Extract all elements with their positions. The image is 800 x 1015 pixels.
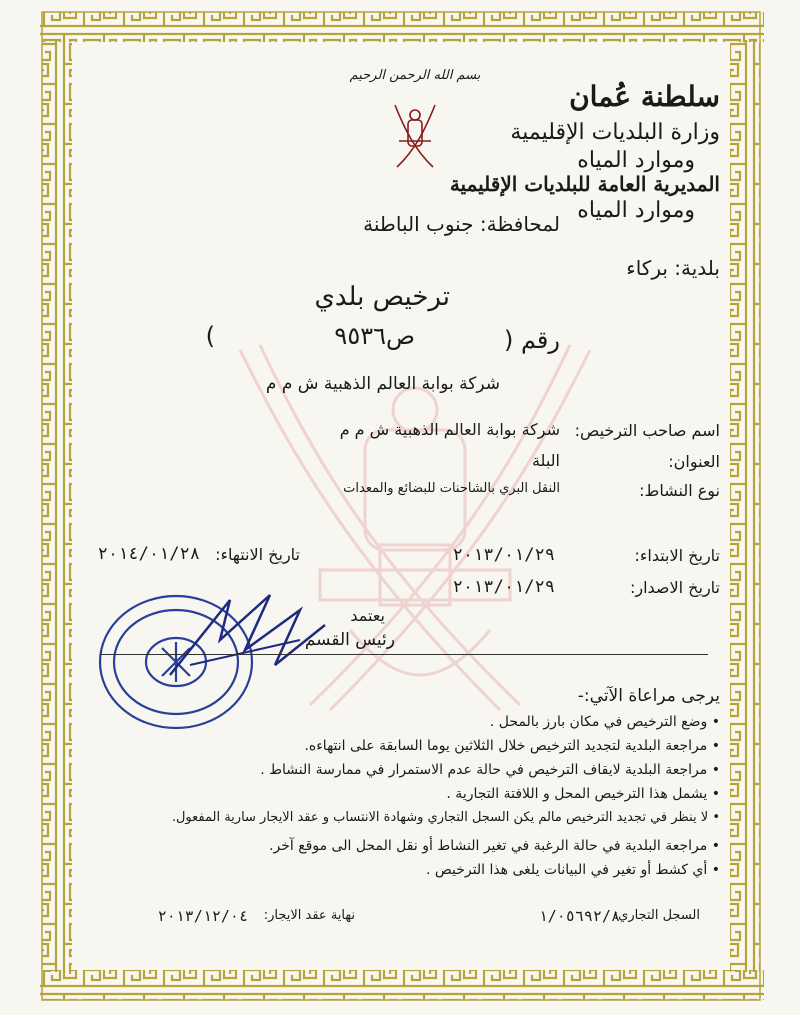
- country-title: سلطنة عُمان: [569, 80, 720, 113]
- cr-value: ١/٠٥٦٩٢/٨: [538, 907, 620, 925]
- company-name: شركة بوابة العالم الذهبية ش م م: [265, 374, 500, 394]
- ministry-line1: وزارة البلديات الإقليمية: [510, 120, 720, 145]
- note-item-7: • أي كشط أو تغير في البيانات يلغى هذا الترخيص .: [425, 862, 720, 878]
- governorate: لمحافظة: جنوب الباطنة: [363, 212, 560, 236]
- end-date-label: تاريخ الانتهاء:: [215, 545, 300, 564]
- cr-label: السجل التجاري:: [613, 908, 700, 923]
- note-item-6: • مراجعة البلدية في حالة الرغبة في تغير النشاط أو نقل المحل الى موقع آخر.: [269, 838, 720, 854]
- license-number-value: ص٩٥٣٦: [334, 322, 415, 350]
- license-number-close: ): [205, 322, 215, 350]
- holder-label: اسم صاحب الترخيص:: [574, 421, 720, 440]
- license-title: ترخيص بلدي: [314, 282, 450, 312]
- issue-date-value: ٢٠١٣/٠١/٢٩: [452, 577, 555, 597]
- note-text: مراجعة البلدية في حالة الرغبة في تغير النشاط أو نقل المحل الى موقع آخر.: [269, 838, 708, 854]
- note-text: أي كشط أو تغير في البيانات يلغى هذا الترخيص .: [425, 862, 708, 878]
- approve-label: يعتمد: [350, 606, 385, 625]
- start-date-label: تاريخ الابتداء:: [634, 546, 720, 565]
- lease-end-label: نهاية عقد الايجار:: [263, 908, 355, 923]
- lease-end-value: ٢٠١٣/١٢/٠٤: [157, 907, 248, 925]
- directorate-line2: وموارد المياه: [577, 198, 695, 223]
- directorate-line1: المديرية العامة للبلديات الإقليمية: [449, 172, 720, 196]
- issue-date-label: تاريخ الاصدار:: [629, 578, 720, 597]
- divider-line: [100, 654, 708, 655]
- end-date-value: ٢٠١٤/٠١/٢٨: [97, 544, 200, 564]
- note-item-2: • مراجعة البلدية لتجديد الترخيص خلال الثلاثين يوما السابقة على انتهاءه.: [304, 738, 720, 754]
- basmala: بسم الله الرحمن الرحيم: [349, 68, 481, 83]
- note-item-1: • وضع الترخيص في مكان بارز بالمحل .: [489, 714, 720, 730]
- note-item-3: • مراجعة البلدية لايقاف الترخيص في حالة عدم الاستمرار في ممارسة النشاط .: [260, 762, 720, 778]
- note-text: يشمل هذا الترخيص المحل و اللافتة التجارية .: [446, 786, 708, 802]
- holder-value: شركة بوابة العالم الذهبية ش م م: [339, 420, 560, 439]
- activity-value: النقل البري بالشاحنات للبضائع والمعدات: [343, 481, 560, 496]
- note-text: وضع الترخيص في مكان بارز بالمحل .: [489, 714, 708, 730]
- municipality: بلدية: بركاء: [626, 256, 720, 280]
- note-text: مراجعة البلدية لايقاف الترخيص في حالة عدم الاستمرار في ممارسة النشاط .: [260, 762, 708, 778]
- national-emblem-icon: [385, 95, 445, 175]
- notes-heading: يرجى مراعاة الآتي:-: [577, 686, 720, 706]
- ministry-line2: وموارد المياه: [577, 148, 695, 173]
- note-item-4: • يشمل هذا الترخيص المحل و اللافتة التجارية .: [446, 786, 720, 802]
- start-date-value: ٢٠١٣/٠١/٢٩: [452, 545, 555, 565]
- note-text: مراجعة البلدية لتجديد الترخيص خلال الثلاثين يوما السابقة على انتهاءه.: [304, 738, 708, 754]
- address-value: البلة: [531, 451, 560, 470]
- license-number-label: رقم (: [503, 326, 560, 354]
- note-text: لا ينظر في تجديد الترخيص مالم يكن السجل التجاري وشهادة الانتساب و عقد الايجار سارية المفعول.: [171, 810, 709, 825]
- address-label: العنوان:: [668, 452, 720, 471]
- signature: [150, 580, 350, 690]
- section-head-label: رئيس القسم: [304, 630, 395, 650]
- note-item-5: • لا ينظر في تجديد الترخيص مالم يكن السجل التجاري وشهادة الانتساب و عقد الايجار سارية المفعول.: [171, 810, 720, 825]
- activity-label: نوع النشاط:: [639, 481, 720, 500]
